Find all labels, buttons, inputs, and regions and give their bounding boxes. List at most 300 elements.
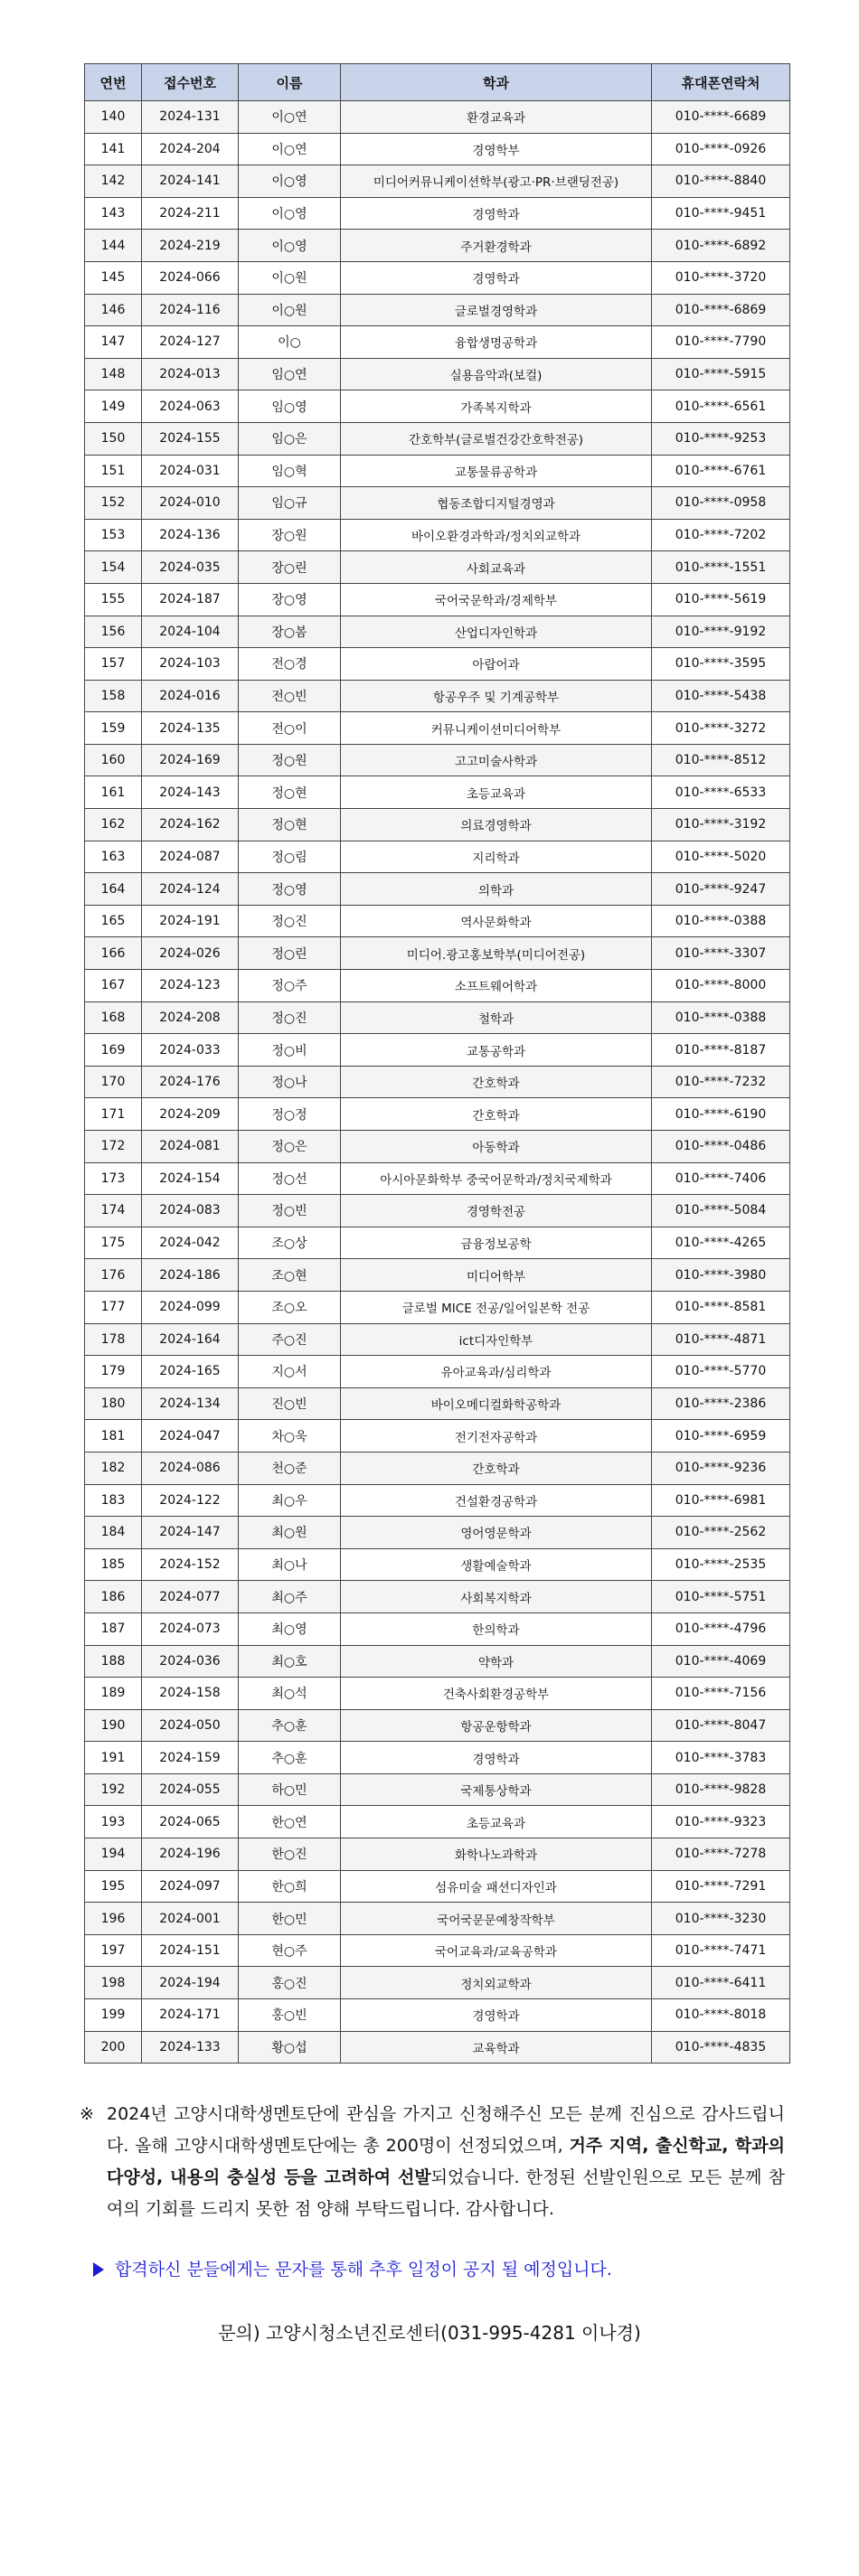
table-row xyxy=(85,873,790,906)
cell-name: 이○연 xyxy=(239,101,341,134)
cell-name: 장○원 xyxy=(239,519,341,551)
cell-phone: 010-****-3595 xyxy=(652,648,790,681)
table-row xyxy=(85,133,790,165)
cell-name: 정○비 xyxy=(239,1034,341,1067)
cell-phone: 010-****-8000 xyxy=(652,970,790,1002)
cell-no: 145 xyxy=(85,261,142,294)
table-row xyxy=(85,230,790,262)
cell-receipt: 2024-208 xyxy=(142,1001,239,1034)
cell-phone: 010-****-7790 xyxy=(652,326,790,359)
cell-phone: 010-****-3272 xyxy=(652,712,790,745)
cell-no: 189 xyxy=(85,1678,142,1710)
cell-receipt: 2024-186 xyxy=(142,1259,239,1292)
cell-no: 178 xyxy=(85,1323,142,1356)
table-row xyxy=(85,1291,790,1323)
cell-receipt: 2024-219 xyxy=(142,230,239,262)
announcement xyxy=(93,2256,612,2280)
cell-phone: 010-****-7406 xyxy=(652,1162,790,1195)
cell-major: 국어국문학과/경제학부 xyxy=(341,583,652,616)
cell-major: 교통물류공학과 xyxy=(341,455,652,487)
cell-major: 주거환경학과 xyxy=(341,230,652,262)
cell-name: 이○ xyxy=(239,326,341,359)
cell-major: 의학과 xyxy=(341,873,652,906)
cell-major: 정치외교학과 xyxy=(341,1967,652,1999)
cell-name: 주○진 xyxy=(239,1323,341,1356)
cell-no: 154 xyxy=(85,551,142,584)
cell-major: 글로벌 MICE 전공/일어일본학 전공 xyxy=(341,1291,652,1323)
cell-no: 175 xyxy=(85,1227,142,1259)
header-phone: 휴대폰연락처 xyxy=(652,64,790,101)
table-row xyxy=(85,1742,790,1774)
cell-no: 196 xyxy=(85,1903,142,1935)
cell-receipt: 2024-152 xyxy=(142,1548,239,1581)
cell-major: 간호학과 xyxy=(341,1452,652,1484)
cell-major: 바이오환경과학과/정치외교학과 xyxy=(341,519,652,551)
cell-major: 유아교육과/심리학과 xyxy=(341,1356,652,1388)
cell-major: 산업디자인학과 xyxy=(341,616,652,648)
cell-major: 영어영문학과 xyxy=(341,1517,652,1549)
cell-no: 164 xyxy=(85,873,142,906)
cell-major: 미디어학부 xyxy=(341,1259,652,1292)
cell-name: 진○빈 xyxy=(239,1387,341,1420)
table-row xyxy=(85,1195,790,1227)
cell-major: 가족복지학과 xyxy=(341,390,652,423)
notice-text xyxy=(107,2099,785,2225)
cell-no: 193 xyxy=(85,1806,142,1838)
cell-phone: 010-****-8047 xyxy=(652,1709,790,1742)
cell-receipt: 2024-031 xyxy=(142,455,239,487)
cell-no: 147 xyxy=(85,326,142,359)
cell-phone: 010-****-0388 xyxy=(652,1001,790,1034)
cell-no: 173 xyxy=(85,1162,142,1195)
table-row xyxy=(85,1484,790,1517)
mentor-list-table xyxy=(84,63,790,2064)
cell-name: 이○영 xyxy=(239,230,341,262)
cell-phone: 010-****-9323 xyxy=(652,1806,790,1838)
cell-major: 간호학과 xyxy=(341,1066,652,1098)
cell-name: 임○은 xyxy=(239,422,341,455)
cell-receipt: 2024-083 xyxy=(142,1195,239,1227)
cell-receipt: 2024-164 xyxy=(142,1323,239,1356)
cell-no: 144 xyxy=(85,230,142,262)
cell-major: 아랍어과 xyxy=(341,648,652,681)
cell-receipt: 2024-087 xyxy=(142,841,239,873)
table-row xyxy=(85,809,790,841)
cell-receipt: 2024-035 xyxy=(142,551,239,584)
cell-name: 장○영 xyxy=(239,583,341,616)
cell-major: 미디어커뮤니케이션학부(광고·PR·브랜딩전공) xyxy=(341,165,652,198)
cell-receipt: 2024-047 xyxy=(142,1420,239,1453)
cell-phone: 010-****-6981 xyxy=(652,1484,790,1517)
cell-phone: 010-****-8512 xyxy=(652,744,790,776)
table-header-row xyxy=(85,64,790,101)
cell-receipt: 2024-143 xyxy=(142,776,239,809)
cell-name: 정○선 xyxy=(239,1162,341,1195)
cell-name: 한○연 xyxy=(239,1806,341,1838)
cell-major: 아시아문화학부 중국어문학과/정치국제학과 xyxy=(341,1162,652,1195)
cell-phone: 010-****-6561 xyxy=(652,390,790,423)
contact-info: 문의) 고양시청소년진로센터(031-995-4281 이나경) xyxy=(218,2322,641,2344)
cell-name: 임○규 xyxy=(239,487,341,520)
cell-name: 정○정 xyxy=(239,1098,341,1131)
cell-name: 정○나 xyxy=(239,1066,341,1098)
cell-no: 174 xyxy=(85,1195,142,1227)
table-row xyxy=(85,487,790,520)
cell-name: 최○석 xyxy=(239,1678,341,1710)
cell-phone: 010-****-9236 xyxy=(652,1452,790,1484)
cell-receipt: 2024-086 xyxy=(142,1452,239,1484)
cell-receipt: 2024-187 xyxy=(142,583,239,616)
cell-receipt: 2024-134 xyxy=(142,1387,239,1420)
cell-major: 섬유미술 패션디자인과 xyxy=(341,1870,652,1903)
cell-phone: 010-****-6761 xyxy=(652,455,790,487)
cell-no: 176 xyxy=(85,1259,142,1292)
cell-no: 187 xyxy=(85,1612,142,1645)
cell-receipt: 2024-104 xyxy=(142,616,239,648)
cell-no: 153 xyxy=(85,519,142,551)
cell-no: 200 xyxy=(85,2031,142,2064)
cell-name: 지○서 xyxy=(239,1356,341,1388)
cell-name: 한○희 xyxy=(239,1870,341,1903)
table-row xyxy=(85,1678,790,1710)
cell-receipt: 2024-010 xyxy=(142,487,239,520)
cell-name: 정○빈 xyxy=(239,1195,341,1227)
cell-major: 교통공학과 xyxy=(341,1034,652,1067)
cell-name: 차○욱 xyxy=(239,1420,341,1453)
table-row xyxy=(85,970,790,1002)
cell-major: 전기전자공학과 xyxy=(341,1420,652,1453)
cell-phone: 010-****-7202 xyxy=(652,519,790,551)
cell-phone: 010-****-2535 xyxy=(652,1548,790,1581)
cell-major: 커뮤니케이션미디어학부 xyxy=(341,712,652,745)
cell-major: 의료경영학과 xyxy=(341,809,652,841)
cell-receipt: 2024-133 xyxy=(142,2031,239,2064)
cell-phone: 010-****-2386 xyxy=(652,1387,790,1420)
table-row xyxy=(85,1612,790,1645)
cell-phone: 010-****-8581 xyxy=(652,1291,790,1323)
cell-name: 이○원 xyxy=(239,261,341,294)
cell-major: 약학과 xyxy=(341,1645,652,1678)
table-row xyxy=(85,551,790,584)
table-row xyxy=(85,261,790,294)
table-row xyxy=(85,1934,790,1967)
cell-major: 초등교육과 xyxy=(341,1806,652,1838)
cell-phone: 010-****-9247 xyxy=(652,873,790,906)
cell-no: 142 xyxy=(85,165,142,198)
cell-major: 역사문화학과 xyxy=(341,905,652,937)
cell-phone: 010-****-4796 xyxy=(652,1612,790,1645)
cell-no: 186 xyxy=(85,1581,142,1613)
cell-phone: 010-****-8018 xyxy=(652,1999,790,2032)
table-row xyxy=(85,1034,790,1067)
cell-receipt: 2024-063 xyxy=(142,390,239,423)
cell-no: 172 xyxy=(85,1131,142,1163)
table-row xyxy=(85,1838,790,1871)
cell-phone: 010-****-9828 xyxy=(652,1773,790,1806)
cell-no: 170 xyxy=(85,1066,142,1098)
cell-name: 이○원 xyxy=(239,294,341,326)
cell-no: 158 xyxy=(85,680,142,712)
table-row xyxy=(85,1806,790,1838)
table-row xyxy=(85,2031,790,2064)
cell-receipt: 2024-077 xyxy=(142,1581,239,1613)
cell-receipt: 2024-042 xyxy=(142,1227,239,1259)
cell-no: 169 xyxy=(85,1034,142,1067)
cell-phone: 010-****-5020 xyxy=(652,841,790,873)
cell-phone: 010-****-0388 xyxy=(652,905,790,937)
cell-name: 정○림 xyxy=(239,841,341,873)
cell-no: 143 xyxy=(85,197,142,230)
cell-name: 정○진 xyxy=(239,905,341,937)
table-row xyxy=(85,1162,790,1195)
cell-name: 추○훈 xyxy=(239,1742,341,1774)
cell-no: 149 xyxy=(85,390,142,423)
cell-major: 교육학과 xyxy=(341,2031,652,2064)
cell-major: 한의학과 xyxy=(341,1612,652,1645)
cell-no: 156 xyxy=(85,616,142,648)
cell-receipt: 2024-136 xyxy=(142,519,239,551)
cell-name: 이○영 xyxy=(239,197,341,230)
table-row xyxy=(85,1420,790,1453)
cell-no: 171 xyxy=(85,1098,142,1131)
cell-phone: 010-****-5438 xyxy=(652,680,790,712)
cell-no: 157 xyxy=(85,648,142,681)
table-row xyxy=(85,712,790,745)
table-row xyxy=(85,455,790,487)
cell-major: 융합생명공학과 xyxy=(341,326,652,359)
table-row xyxy=(85,519,790,551)
table-row xyxy=(85,776,790,809)
cell-name: 정○은 xyxy=(239,1131,341,1163)
table-row xyxy=(85,583,790,616)
cell-receipt: 2024-191 xyxy=(142,905,239,937)
cell-phone: 010-****-4069 xyxy=(652,1645,790,1678)
header-no: 연번 xyxy=(85,64,142,101)
cell-no: 151 xyxy=(85,455,142,487)
cell-no: 194 xyxy=(85,1838,142,1871)
cell-name: 전○빈 xyxy=(239,680,341,712)
cell-name: 홍○진 xyxy=(239,1967,341,1999)
cell-receipt: 2024-165 xyxy=(142,1356,239,1388)
cell-phone: 010-****-8187 xyxy=(652,1034,790,1067)
cell-phone: 010-****-5770 xyxy=(652,1356,790,1388)
cell-name: 최○원 xyxy=(239,1517,341,1549)
cell-receipt: 2024-204 xyxy=(142,133,239,165)
cell-name: 조○오 xyxy=(239,1291,341,1323)
cell-name: 조○상 xyxy=(239,1227,341,1259)
cell-major: 환경교육과 xyxy=(341,101,652,134)
cell-phone: 010-****-0926 xyxy=(652,133,790,165)
cell-receipt: 2024-122 xyxy=(142,1484,239,1517)
cell-phone: 010-****-3307 xyxy=(652,937,790,970)
cell-receipt: 2024-073 xyxy=(142,1612,239,1645)
cell-phone: 010-****-3783 xyxy=(652,1742,790,1774)
cell-no: 195 xyxy=(85,1870,142,1903)
table-row xyxy=(85,326,790,359)
cell-phone: 010-****-0958 xyxy=(652,487,790,520)
cell-major: 금융정보공학 xyxy=(341,1227,652,1259)
cell-no: 180 xyxy=(85,1387,142,1420)
table-row xyxy=(85,1323,790,1356)
cell-receipt: 2024-131 xyxy=(142,101,239,134)
cell-receipt: 2024-013 xyxy=(142,358,239,390)
cell-phone: 010-****-5084 xyxy=(652,1195,790,1227)
cell-no: 198 xyxy=(85,1967,142,1999)
cell-no: 159 xyxy=(85,712,142,745)
cell-name: 정○진 xyxy=(239,1001,341,1034)
cell-phone: 010-****-6689 xyxy=(652,101,790,134)
header-receipt: 접수번호 xyxy=(142,64,239,101)
cell-receipt: 2024-135 xyxy=(142,712,239,745)
cell-receipt: 2024-158 xyxy=(142,1678,239,1710)
cell-no: 197 xyxy=(85,1934,142,1967)
cell-no: 141 xyxy=(85,133,142,165)
cell-phone: 010-****-3720 xyxy=(652,261,790,294)
table-row xyxy=(85,616,790,648)
cell-phone: 010-****-2562 xyxy=(652,1517,790,1549)
cell-major: 화학나노과학과 xyxy=(341,1838,652,1871)
cell-no: 184 xyxy=(85,1517,142,1549)
cell-no: 190 xyxy=(85,1709,142,1742)
cell-no: 168 xyxy=(85,1001,142,1034)
table-row xyxy=(85,1452,790,1484)
cell-major: 경영학전공 xyxy=(341,1195,652,1227)
cell-no: 146 xyxy=(85,294,142,326)
table-row xyxy=(85,1098,790,1131)
cell-no: 161 xyxy=(85,776,142,809)
cell-no: 162 xyxy=(85,809,142,841)
cell-name: 이○영 xyxy=(239,165,341,198)
notice-part1: 2024년 고양시대학생멘토단에 관심을 가지고 신청해주신 모든 분께 진심으로 감사드립니다. 올해 고양시대학생멘토단에는 총 200명이 선정되었으며, xyxy=(107,2104,785,2156)
table-row xyxy=(85,841,790,873)
cell-no: 181 xyxy=(85,1420,142,1453)
table-row xyxy=(85,1066,790,1098)
cell-name: 전○이 xyxy=(239,712,341,745)
cell-phone: 010-****-7278 xyxy=(652,1838,790,1871)
cell-phone: 010-****-6190 xyxy=(652,1098,790,1131)
cell-phone: 010-****-5751 xyxy=(652,1581,790,1613)
table-row xyxy=(85,680,790,712)
cell-name: 정○현 xyxy=(239,776,341,809)
cell-receipt: 2024-065 xyxy=(142,1806,239,1838)
cell-no: 177 xyxy=(85,1291,142,1323)
cell-phone: 010-****-3980 xyxy=(652,1259,790,1292)
cell-no: 150 xyxy=(85,422,142,455)
header-name: 이름 xyxy=(239,64,341,101)
table-row xyxy=(85,648,790,681)
cell-major: 바이오메디컬화학공학과 xyxy=(341,1387,652,1420)
cell-no: 140 xyxy=(85,101,142,134)
cell-major: 국제통상학과 xyxy=(341,1773,652,1806)
cell-name: 조○현 xyxy=(239,1259,341,1292)
cell-name: 임○영 xyxy=(239,390,341,423)
cell-major: 미디어.광고홍보학부(미디어전공) xyxy=(341,937,652,970)
mentor-list-table-wrap xyxy=(84,63,789,2064)
cell-name: 전○경 xyxy=(239,648,341,681)
cell-no: 179 xyxy=(85,1356,142,1388)
cell-no: 160 xyxy=(85,744,142,776)
cell-major: 지리학과 xyxy=(341,841,652,873)
cell-major: 국어교육과/교육공학과 xyxy=(341,1934,652,1967)
cell-receipt: 2024-209 xyxy=(142,1098,239,1131)
notice-mark: ※ xyxy=(80,2104,94,2124)
cell-receipt: 2024-124 xyxy=(142,873,239,906)
cell-receipt: 2024-099 xyxy=(142,1291,239,1323)
table-row xyxy=(85,937,790,970)
cell-name: 현○주 xyxy=(239,1934,341,1967)
cell-receipt: 2024-033 xyxy=(142,1034,239,1067)
cell-no: 182 xyxy=(85,1452,142,1484)
table-row xyxy=(85,1548,790,1581)
cell-major: 초등교육과 xyxy=(341,776,652,809)
cell-no: 166 xyxy=(85,937,142,970)
cell-receipt: 2024-159 xyxy=(142,1742,239,1774)
table-row xyxy=(85,422,790,455)
cell-receipt: 2024-055 xyxy=(142,1773,239,1806)
cell-major: 생활예술학과 xyxy=(341,1548,652,1581)
header-major: 학과 xyxy=(341,64,652,101)
table-row xyxy=(85,197,790,230)
table-row xyxy=(85,1645,790,1678)
cell-major: 경영학부 xyxy=(341,133,652,165)
cell-major: 간호학과 xyxy=(341,1098,652,1131)
cell-receipt: 2024-155 xyxy=(142,422,239,455)
cell-major: 항공운항학과 xyxy=(341,1709,652,1742)
cell-phone: 010-****-4835 xyxy=(652,2031,790,2064)
cell-receipt: 2024-066 xyxy=(142,261,239,294)
cell-name: 임○연 xyxy=(239,358,341,390)
table-row xyxy=(85,165,790,198)
table-row xyxy=(85,1903,790,1935)
cell-no: 183 xyxy=(85,1484,142,1517)
cell-no: 185 xyxy=(85,1548,142,1581)
cell-phone: 010-****-9192 xyxy=(652,616,790,648)
cell-phone: 010-****-3230 xyxy=(652,1903,790,1935)
cell-no: 192 xyxy=(85,1773,142,1806)
cell-no: 199 xyxy=(85,1999,142,2032)
cell-major: 철학과 xyxy=(341,1001,652,1034)
cell-receipt: 2024-196 xyxy=(142,1838,239,1871)
cell-phone: 010-****-8840 xyxy=(652,165,790,198)
cell-phone: 010-****-0486 xyxy=(652,1131,790,1163)
cell-name: 정○린 xyxy=(239,937,341,970)
cell-receipt: 2024-169 xyxy=(142,744,239,776)
cell-phone: 010-****-5619 xyxy=(652,583,790,616)
cell-major: 글로벌경영학과 xyxy=(341,294,652,326)
cell-phone: 010-****-9451 xyxy=(652,197,790,230)
cell-name: 추○훈 xyxy=(239,1709,341,1742)
cell-name: 한○진 xyxy=(239,1838,341,1871)
table-row xyxy=(85,358,790,390)
table-row xyxy=(85,1709,790,1742)
cell-receipt: 2024-171 xyxy=(142,1999,239,2032)
triangle-bullet-icon xyxy=(93,2262,104,2277)
cell-no: 163 xyxy=(85,841,142,873)
notice-bold: 거주 지역, 출신학교, 학과의 다양성, 내용의 충실성 등을 고려하여 선발 xyxy=(107,2136,785,2187)
cell-receipt: 2024-176 xyxy=(142,1066,239,1098)
cell-phone: 010-****-6533 xyxy=(652,776,790,809)
table-row xyxy=(85,1227,790,1259)
cell-name: 황○섭 xyxy=(239,2031,341,2064)
cell-name: 임○혁 xyxy=(239,455,341,487)
table-row xyxy=(85,1131,790,1163)
cell-name: 최○영 xyxy=(239,1612,341,1645)
table-row xyxy=(85,1001,790,1034)
cell-name: 한○민 xyxy=(239,1903,341,1935)
cell-name: 정○영 xyxy=(239,873,341,906)
cell-phone: 010-****-5915 xyxy=(652,358,790,390)
cell-receipt: 2024-194 xyxy=(142,1967,239,1999)
